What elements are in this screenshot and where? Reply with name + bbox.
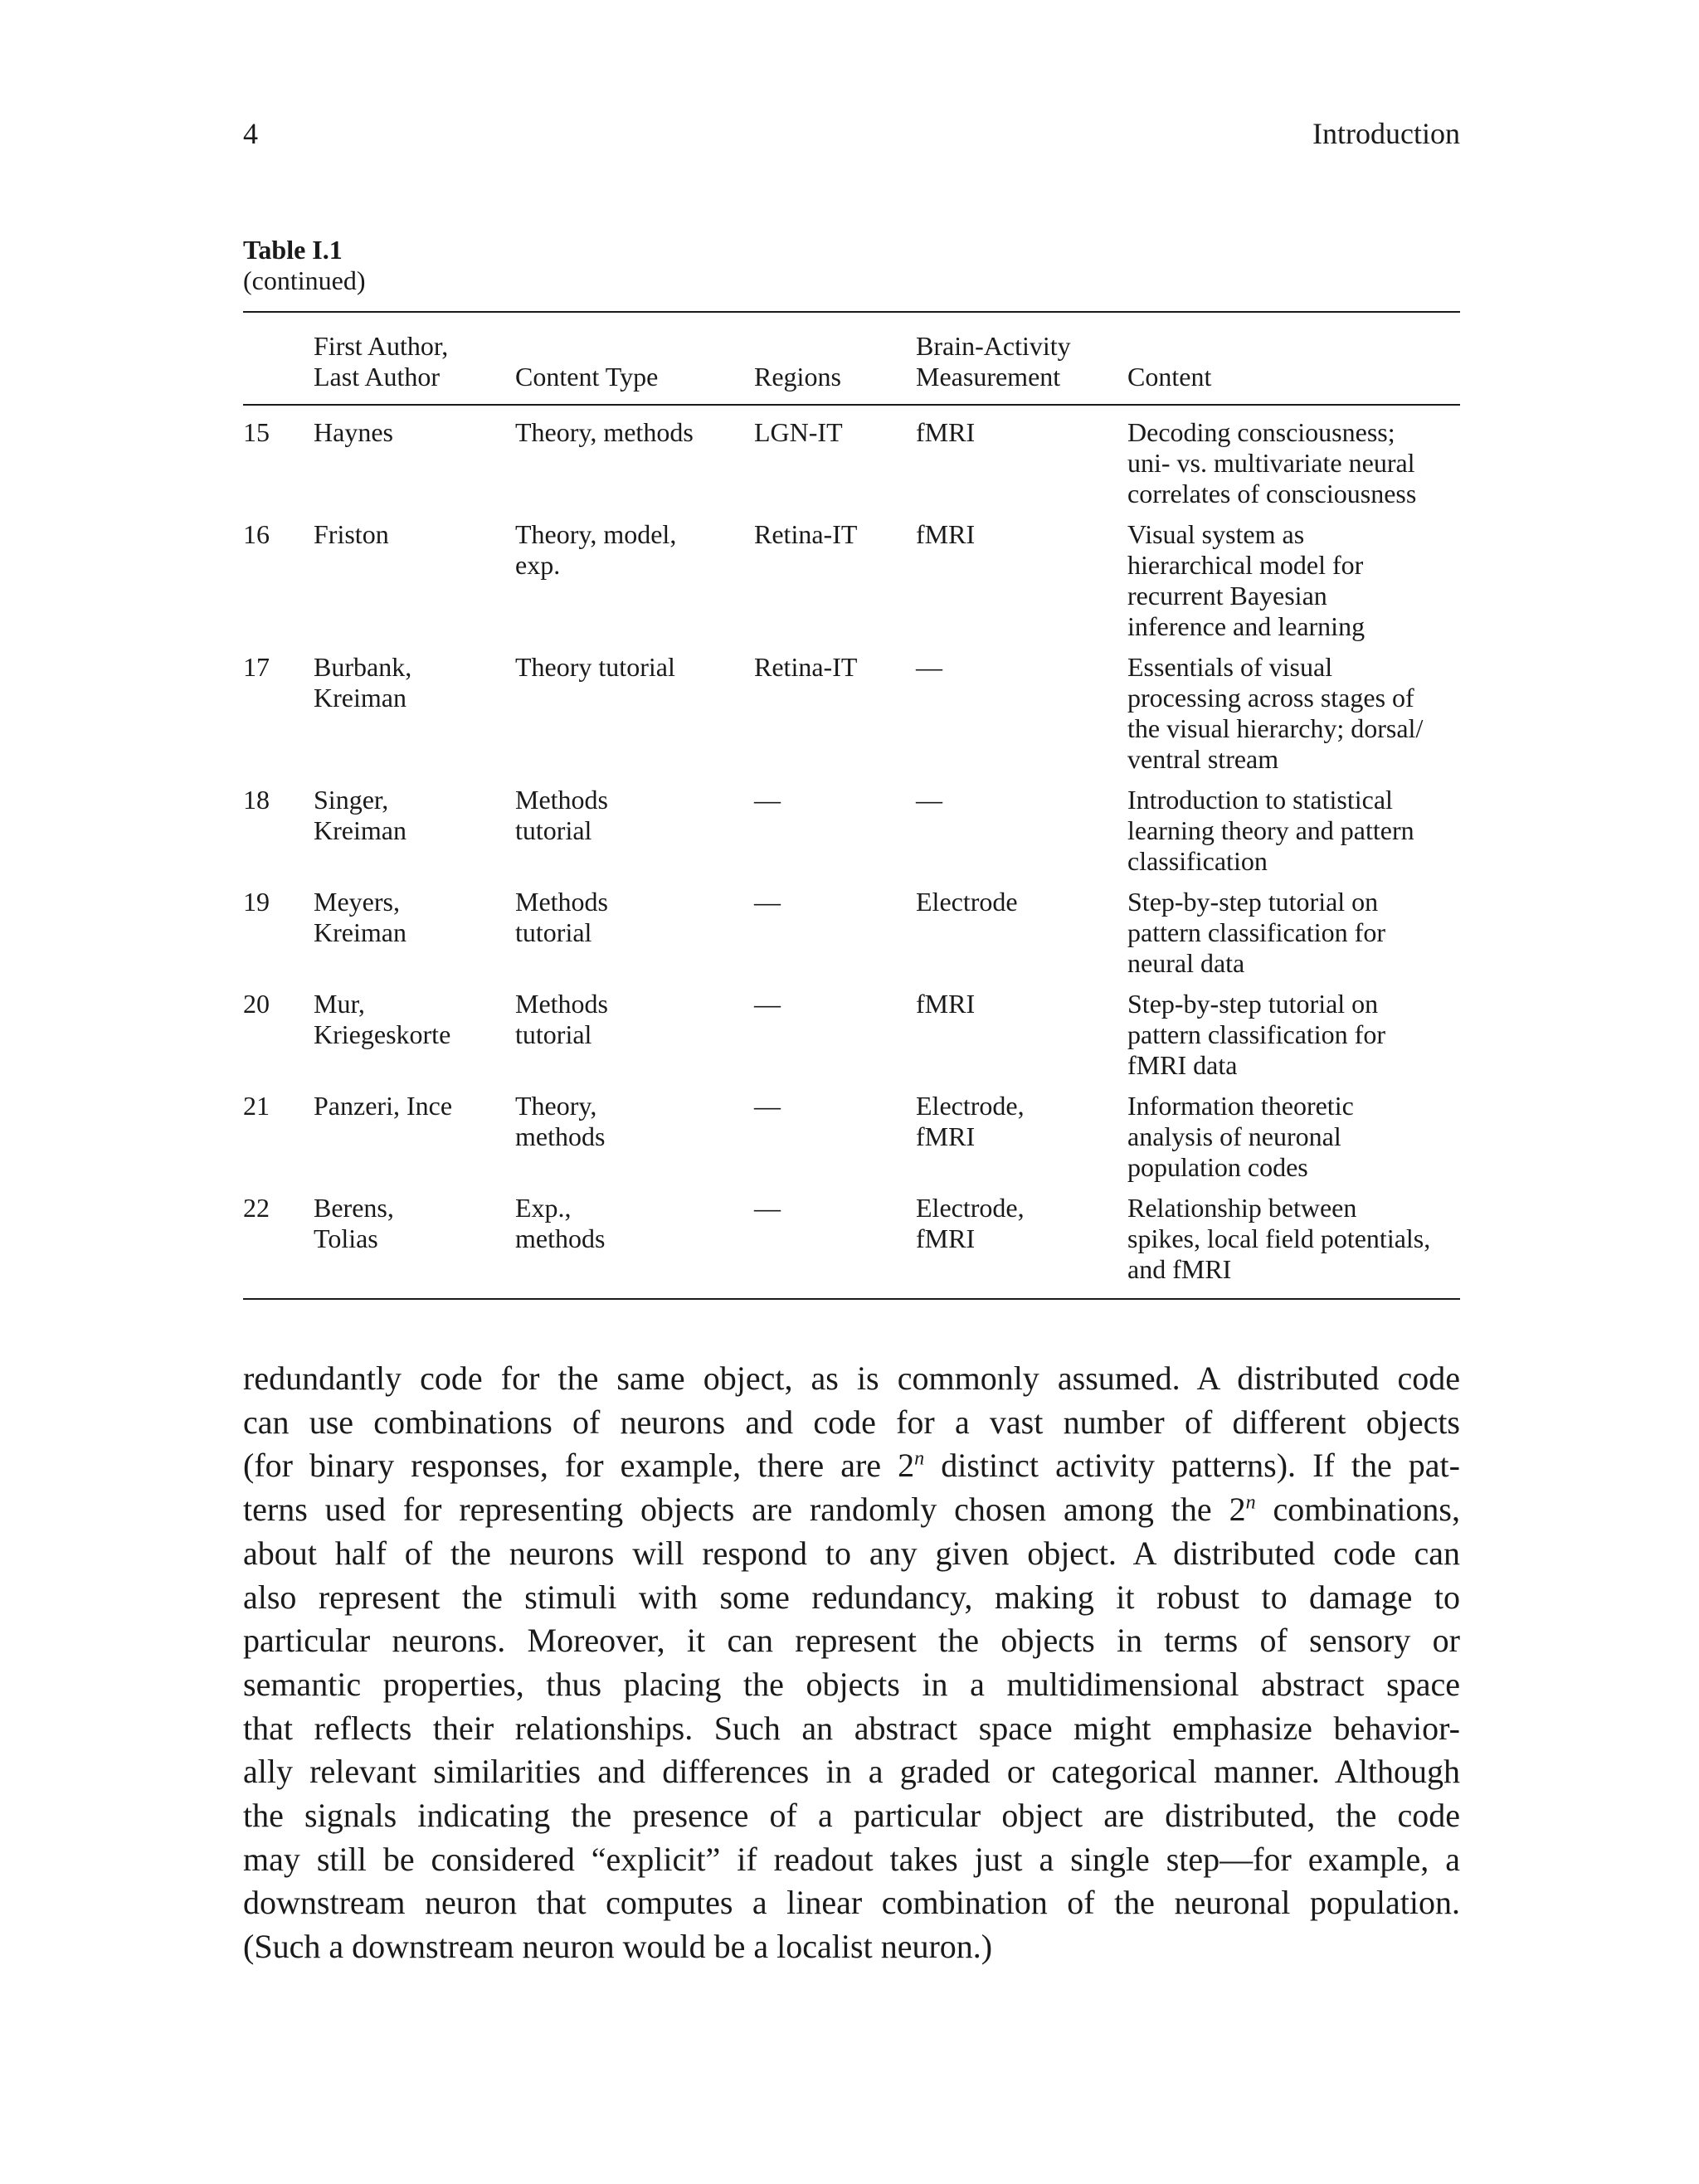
- table-row: [243, 405, 1460, 519]
- header-number: [243, 312, 314, 405]
- cell-content-line: Introduction to statistical: [1127, 785, 1393, 815]
- cell-author-line: Kreiman: [314, 683, 406, 713]
- cell-content-type-line: Theory, model,: [515, 519, 677, 549]
- cell-measurement-line: Electrode: [916, 887, 1018, 917]
- cell-author-line: Panzeri, Ince: [314, 1091, 453, 1121]
- cell-content: [1127, 785, 1460, 887]
- page-number: 4: [243, 117, 258, 150]
- cell-regions: —: [754, 785, 781, 815]
- cell-content-line: fMRI data: [1127, 1050, 1238, 1080]
- running-head: Introduction: [1312, 117, 1460, 150]
- cell-content-type: [515, 405, 754, 519]
- cell-content-line: inference and learning: [1127, 611, 1366, 641]
- cell-content-type: [515, 887, 754, 989]
- cell-author-line: Singer,: [314, 785, 389, 815]
- cell-content-line: population codes: [1127, 1152, 1308, 1182]
- body-text-span: terns used for representing objects are randomly chosen among the 2: [243, 1491, 1246, 1529]
- cell-author: [314, 652, 515, 785]
- cell-content-line: Decoding consciousness;: [1127, 417, 1395, 447]
- body-line: redundantly code for the same object, as is commonly assumed. A distributed code: [243, 1360, 1460, 1397]
- table-label: Table I.1: [243, 235, 343, 265]
- cell-content-line: Visual system as: [1127, 519, 1305, 549]
- cell-content-line: ventral stream: [1127, 744, 1279, 774]
- table-row: [243, 887, 1460, 989]
- cell-author-line: Kriegeskorte: [314, 1019, 451, 1049]
- header-content-type: Content Type: [515, 362, 659, 392]
- cell-measurement: [916, 405, 1127, 519]
- cell-content-type-line: exp.: [515, 550, 561, 580]
- cell-author: [314, 887, 515, 989]
- cell-content-line: Step-by-step tutorial on: [1127, 989, 1379, 1019]
- body-line: may still be considered “explicit” if readout takes just a single step—for example, a: [243, 1840, 1460, 1878]
- cell-content: [1127, 1091, 1460, 1193]
- body-line: (Such a downstream neuron would be a localist neuron.): [243, 1928, 993, 1966]
- cell-content-type: [515, 1193, 754, 1299]
- header-regions: Regions: [754, 362, 841, 392]
- cell-content: [1127, 405, 1460, 519]
- header-measurement-line2: Measurement: [916, 362, 1061, 392]
- cell-content-line: recurrent Bayesian: [1127, 581, 1327, 610]
- cell-number: 17: [243, 652, 270, 682]
- cell-measurement: [916, 785, 1127, 887]
- cell-content-type-line: methods: [515, 1223, 606, 1253]
- cell-measurement-line: fMRI: [916, 989, 976, 1019]
- cell-regions: Retina-IT: [754, 652, 858, 682]
- cell-content-line: the visual hierarchy; dorsal/: [1127, 713, 1424, 743]
- cell-author-line: Meyers,: [314, 887, 400, 917]
- cell-content-line: spikes, local field potentials,: [1127, 1223, 1431, 1253]
- body-line: ally relevant similarities and differences in a graded or categorical manner. Although: [243, 1753, 1460, 1791]
- cell-content-type-line: Theory tutorial: [515, 652, 675, 682]
- cell-measurement-line: fMRI: [916, 519, 976, 549]
- cell-content-line: hierarchical model for: [1127, 550, 1364, 580]
- cell-number: 15: [243, 417, 270, 447]
- body-line: that reflects their relationships. Such an abstract space might emphasize behavior-: [243, 1709, 1460, 1747]
- cell-author: [314, 519, 515, 652]
- table-row: [243, 785, 1460, 887]
- cell-regions: Retina-IT: [754, 519, 858, 549]
- cell-content-type-line: Theory,: [515, 1091, 597, 1121]
- cell-measurement: [916, 989, 1127, 1091]
- cell-content: [1127, 652, 1460, 785]
- table-row: [243, 1193, 1460, 1299]
- cell-measurement-line: —: [916, 652, 942, 682]
- cell-content-type-line: Theory, methods: [515, 417, 694, 447]
- cell-measurement-line: fMRI: [916, 1121, 976, 1151]
- table-body: [243, 405, 1460, 1299]
- cell-author: [314, 785, 515, 887]
- body-paragraph: [243, 1357, 1460, 1969]
- table-row: [243, 989, 1460, 1091]
- cell-content-type: [515, 519, 754, 652]
- cell-regions: —: [754, 887, 781, 917]
- cell-content-type-line: tutorial: [515, 1019, 592, 1049]
- body-line: the signals indicating the presence of a particular object are distributed, the code: [243, 1797, 1460, 1835]
- cell-author-line: Tolias: [314, 1223, 378, 1253]
- cell-content-line: and fMRI: [1127, 1254, 1232, 1284]
- superscript: n: [1245, 1491, 1256, 1514]
- cell-content-line: Relationship between: [1127, 1193, 1357, 1223]
- cell-measurement: [916, 652, 1127, 785]
- cell-content-line: processing across stages of: [1127, 683, 1414, 713]
- cell-author-line: Burbank,: [314, 652, 412, 682]
- cell-content-line: Information theoretic: [1127, 1091, 1354, 1121]
- body-line: [243, 1444, 1460, 1488]
- cell-author: [314, 1091, 515, 1193]
- cell-measurement-line: —: [916, 785, 942, 815]
- body-line: particular neurons. Moreover, it can represent the objects in terms of sensory or: [243, 1622, 1460, 1660]
- cell-content-line: learning theory and pattern: [1127, 815, 1414, 845]
- cell-measurement-line: Electrode,: [916, 1091, 1025, 1121]
- cell-content-line: Essentials of visual: [1127, 652, 1333, 682]
- cell-measurement-line: fMRI: [916, 417, 976, 447]
- cell-author-line: Berens,: [314, 1193, 394, 1223]
- cell-content-type: [515, 1091, 754, 1193]
- cell-number: 19: [243, 887, 270, 917]
- body-line: can use combinations of neurons and code for a vast number of different objects: [243, 1403, 1460, 1441]
- cell-content: [1127, 1193, 1460, 1299]
- header-author-line2: Last Author: [314, 362, 440, 392]
- body-text-span: (for binary responses, for example, there are 2: [243, 1447, 915, 1485]
- header-measurement: [916, 312, 1127, 405]
- body-line: [243, 1488, 1460, 1532]
- cell-content-type-line: Methods: [515, 785, 608, 815]
- cell-content-type-line: Methods: [515, 887, 608, 917]
- cell-measurement: [916, 1091, 1127, 1193]
- cell-content: [1127, 887, 1460, 989]
- cell-content-type: [515, 785, 754, 887]
- table-note: (continued): [243, 265, 366, 295]
- body-text-span: combinations,: [1255, 1491, 1460, 1529]
- cell-content-type-line: methods: [515, 1121, 606, 1151]
- cell-content: [1127, 519, 1460, 652]
- cell-number: 20: [243, 989, 270, 1019]
- cell-number: 18: [243, 785, 270, 815]
- header-measurement-line1: Brain-Activity: [916, 331, 1071, 361]
- cell-author-line: Haynes: [314, 417, 393, 447]
- body-line: downstream neuron that computes a linear combination of the neuronal population.: [243, 1884, 1460, 1922]
- cell-number: 16: [243, 519, 270, 549]
- cell-regions: LGN-IT: [754, 417, 843, 447]
- header-author-line1: First Author,: [314, 331, 449, 361]
- table-container: [243, 311, 1460, 1300]
- cell-measurement: [916, 887, 1127, 989]
- cell-author: [314, 405, 515, 519]
- cell-author-line: Friston: [314, 519, 389, 549]
- body-text-span: distinct activity patterns). If the pat-: [924, 1447, 1460, 1485]
- cell-author-line: Mur,: [314, 989, 365, 1019]
- cell-content-line: pattern classification for: [1127, 1019, 1385, 1049]
- cell-measurement: [916, 1193, 1127, 1299]
- cell-content-line: classification: [1127, 846, 1268, 876]
- cell-regions: —: [754, 1193, 781, 1223]
- data-table: [243, 311, 1460, 1300]
- cell-author: [314, 989, 515, 1091]
- cell-content-line: neural data: [1127, 948, 1245, 978]
- header-content: Content: [1127, 362, 1212, 392]
- table-row: [243, 652, 1460, 785]
- cell-content-line: analysis of neuronal: [1127, 1121, 1341, 1151]
- cell-content-type-line: Exp.,: [515, 1193, 572, 1223]
- cell-regions: —: [754, 1091, 781, 1121]
- cell-content-line: pattern classification for: [1127, 917, 1385, 947]
- header-author: [314, 312, 515, 405]
- cell-author-line: Kreiman: [314, 815, 406, 845]
- body-line: about half of the neurons will respond to any given object. A distributed code can: [243, 1534, 1460, 1572]
- cell-measurement-line: Electrode,: [916, 1193, 1025, 1223]
- cell-regions: —: [754, 989, 781, 1019]
- cell-measurement-line: fMRI: [916, 1223, 976, 1253]
- cell-content-line: uni- vs. multivariate neural: [1127, 448, 1415, 478]
- cell-author: [314, 1193, 515, 1299]
- cell-content-type-line: tutorial: [515, 917, 592, 947]
- table-caption: [243, 235, 366, 296]
- cell-content-type-line: Methods: [515, 989, 608, 1019]
- cell-number: 21: [243, 1091, 270, 1121]
- table-header-row: [243, 312, 1460, 405]
- body-line: semantic properties, thus placing the objects in a multidimensional abstract space: [243, 1665, 1460, 1703]
- cell-content-type-line: tutorial: [515, 815, 592, 845]
- cell-content-type: [515, 989, 754, 1091]
- table-row: [243, 1091, 1460, 1193]
- cell-author-line: Kreiman: [314, 917, 406, 947]
- cell-content-type: [515, 652, 754, 785]
- cell-content: [1127, 989, 1460, 1091]
- table-row: [243, 519, 1460, 652]
- cell-content-line: Step-by-step tutorial on: [1127, 887, 1379, 917]
- superscript: n: [914, 1448, 925, 1471]
- body-line: also represent the stimuli with some redundancy, making it robust to damage to: [243, 1578, 1460, 1616]
- cell-measurement: [916, 519, 1127, 652]
- cell-content-line: correlates of consciousness: [1127, 479, 1417, 508]
- cell-number: 22: [243, 1193, 270, 1223]
